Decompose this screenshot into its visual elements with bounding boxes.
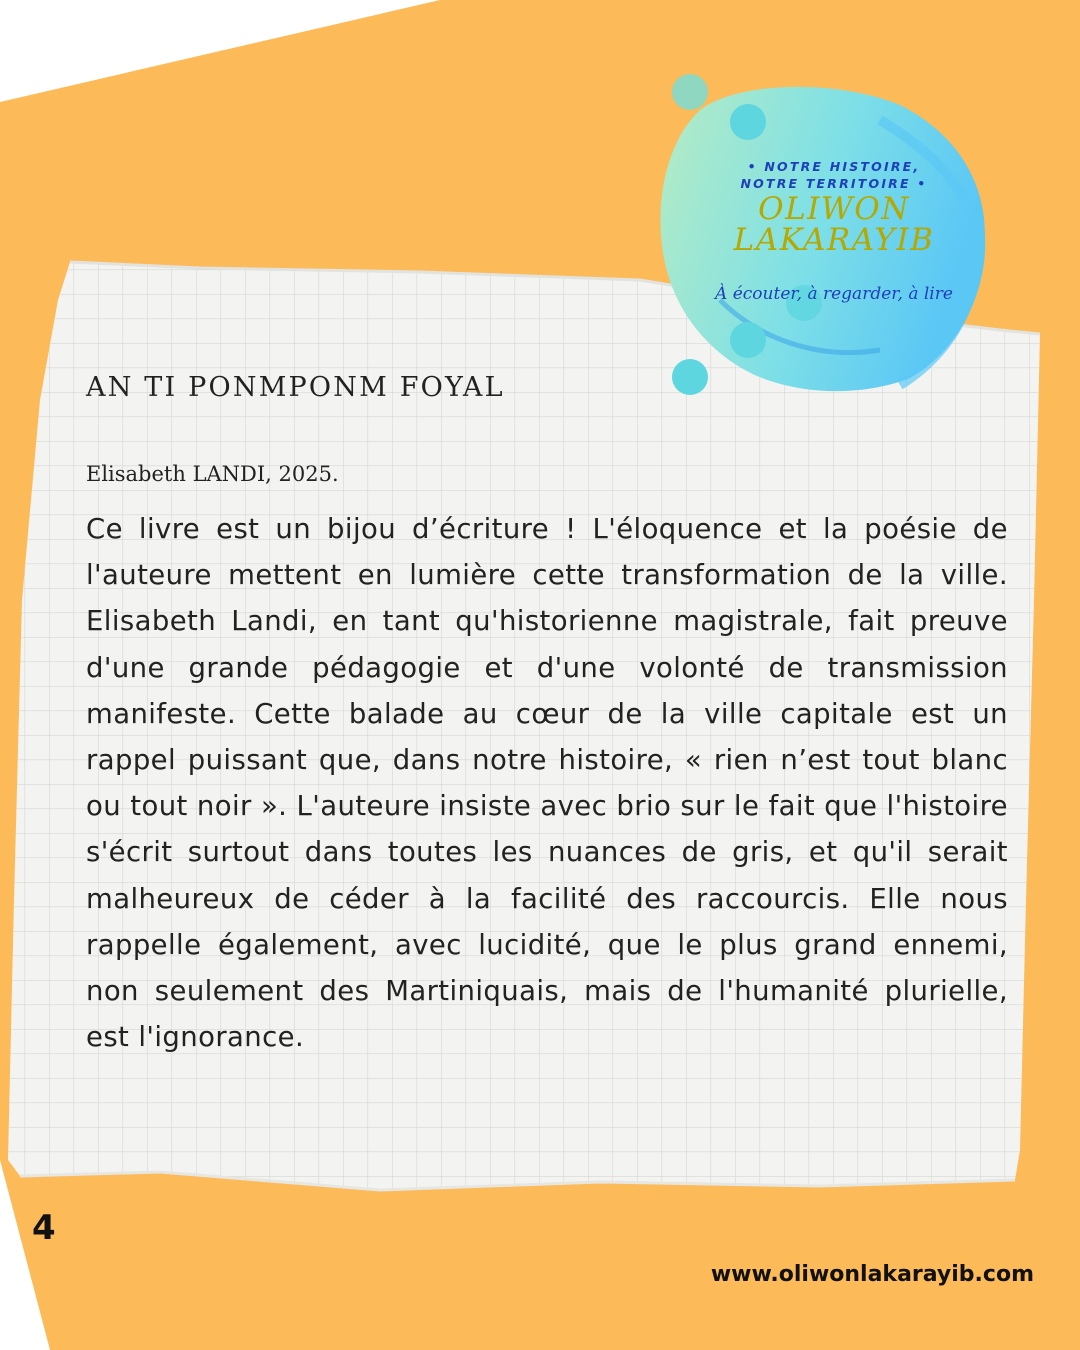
logo-slogan: À écouter, à regarder, à lire (715, 284, 953, 304)
book-title: AN TI PONMPONM FOYAL (86, 372, 505, 403)
website-link[interactable]: www.oliwonlakarayib.com (710, 1262, 1034, 1287)
page-number: 4 (32, 1208, 56, 1248)
logo-brand-line1: OLIWON (758, 191, 910, 227)
logo-brand-line2: LAKARAYIB (733, 222, 935, 258)
bubble-icon (730, 104, 766, 140)
bubble-icon (672, 74, 708, 110)
logo-tagline-line1: • NOTRE HISTOIRE, (747, 159, 921, 174)
logo-tagline (684, 158, 984, 192)
logo-tagline-line2: NOTRE TERRITOIRE • (740, 176, 928, 191)
bubble-icon (730, 322, 766, 358)
book-byline: Elisabeth LANDI, 2025. (86, 462, 339, 486)
review-body: Ce livre est un bijou d’écriture ! L'éloquence et la poésie de l'auteure mettent en lumière cette transformation de la ville. Elisabeth Landi, en tant qu'historienne magistrale, fait preuve d'une grande pédagogie et d'une volonté de transmission manifeste. Cette balade au cœur de la ville capitale est un rappel puissant que, dans notre histoire, « rien n’est tout blanc ou tout noir ». L'auteure insiste avec brio sur le fait que l'histoire s'écrit surtout dans toutes les nuances de gris, et qu'il serait malheureux de céder à la facilité des raccourcis. Elle nous rappelle également, avec lucidité, que le plus grand ennemi, non seulement des Martiniquais, mais de l'humanité plurielle, est l'ignorance. (86, 513, 1008, 1054)
logo-brand (684, 191, 984, 258)
